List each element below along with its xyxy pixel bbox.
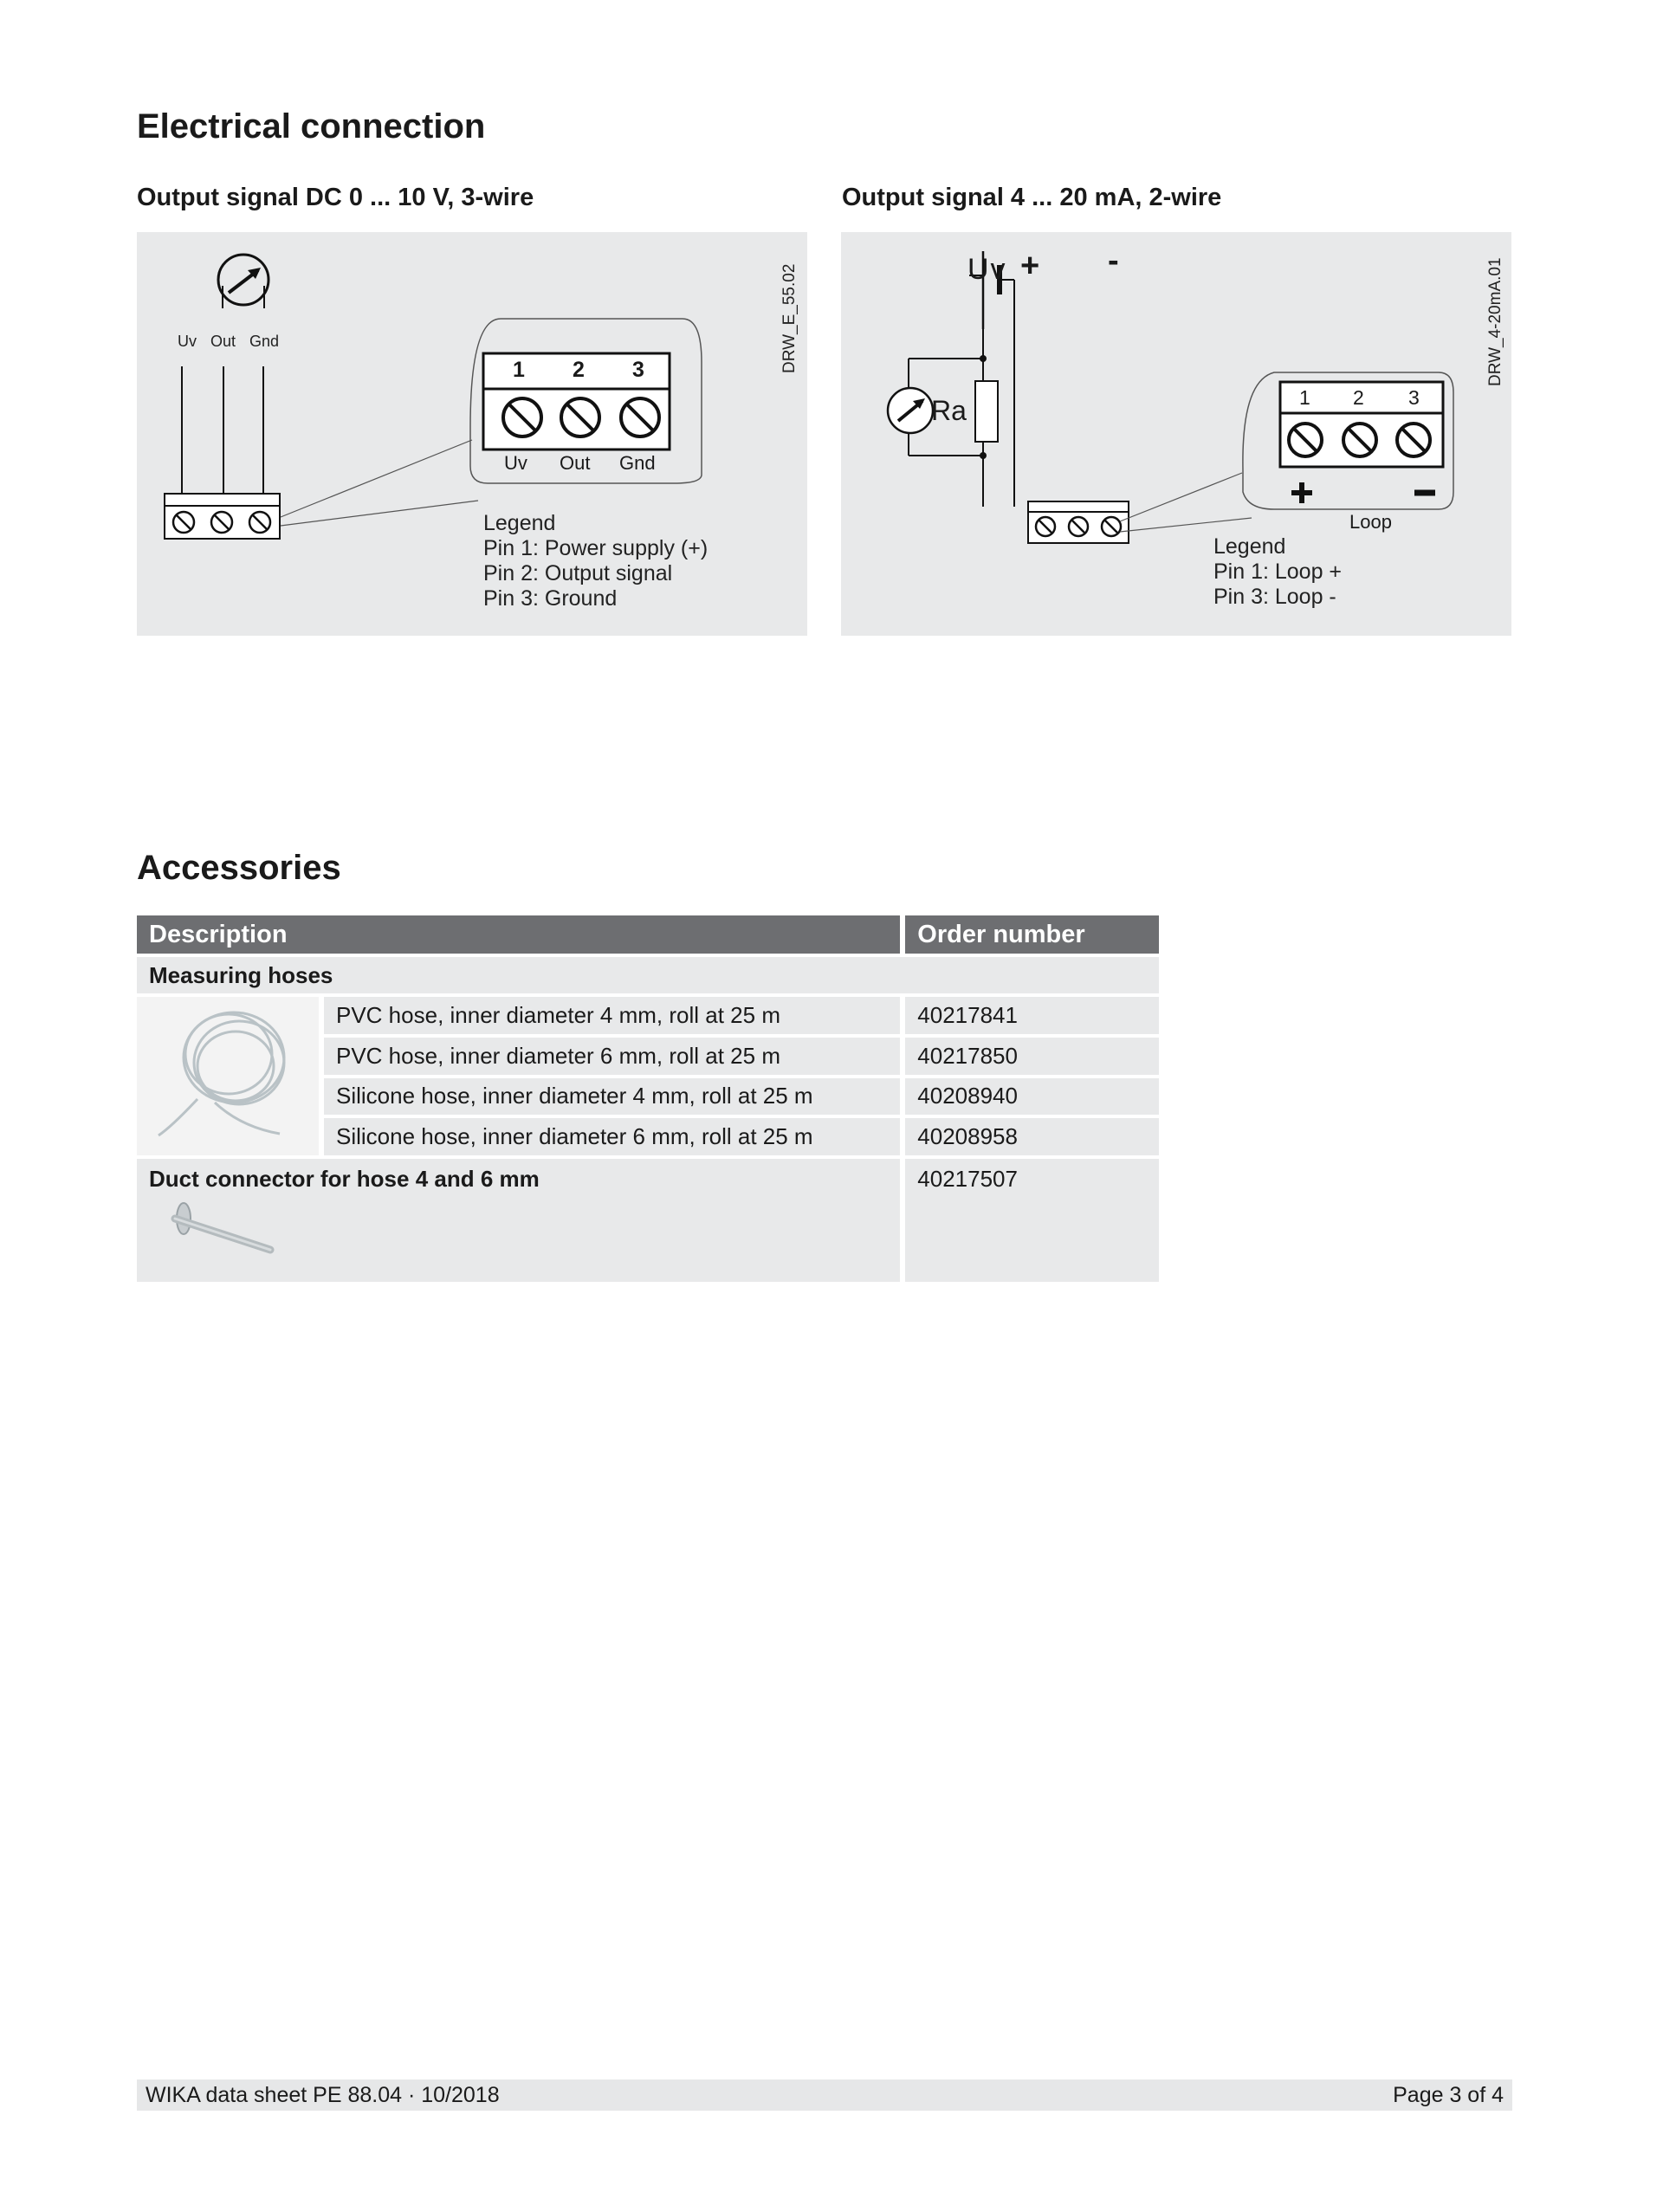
pin-number-1: 1 xyxy=(1299,386,1310,409)
hose-order-number: 40208940 xyxy=(905,1078,1159,1116)
wiring-drawing-right-details xyxy=(841,232,1511,636)
legend-pin-3: Pin 3: Ground xyxy=(483,586,618,611)
hose-description: Silicone hose, inner diameter 4 mm, roll at 25 m xyxy=(324,1078,905,1116)
accessories-table xyxy=(137,912,1159,1285)
pin-number-2: 2 xyxy=(573,358,585,382)
legend-left xyxy=(483,511,708,611)
table-row xyxy=(137,997,1159,1034)
subtitle-right: Output signal 4 ... 20 mA, 2-wire xyxy=(842,184,1222,211)
supply-plus: + xyxy=(1020,248,1040,284)
wiring-diagram-3-wire xyxy=(137,232,807,636)
legend-pin-1: Pin 1: Power supply (+) xyxy=(483,536,709,560)
legend-pin-2: Pin 2: Output signal xyxy=(483,561,673,585)
footer-page-number: Page 3 of 4 xyxy=(1393,2083,1504,2107)
duct-description: Duct connector for hose 4 and 6 mm xyxy=(149,1166,540,1192)
pin-number-2: 2 xyxy=(1353,386,1364,409)
hose-description: PVC hose, inner diameter 4 mm, roll at 25 m xyxy=(324,997,905,1034)
legend-pin-3: Pin 3: Loop - xyxy=(1213,585,1336,609)
header-order-number: Order number xyxy=(905,915,1159,954)
legend-title: Legend xyxy=(1213,534,1286,559)
pin-label-gnd: Gnd xyxy=(619,452,656,474)
page-footer xyxy=(137,2079,1512,2111)
hose-description: PVC hose, inner diameter 6 mm, roll at 25 m xyxy=(324,1038,905,1075)
pin-number-3: 3 xyxy=(632,358,644,382)
header-description: Description xyxy=(137,915,905,954)
table-row xyxy=(137,957,1159,993)
section-title-electrical: Electrical connection xyxy=(137,107,486,146)
hose-image xyxy=(137,997,324,1155)
drawing-id-right: DRW_4-20mA.01 xyxy=(1486,257,1504,386)
legend-right xyxy=(1213,534,1342,610)
hose-roll-icon xyxy=(137,997,319,1149)
wire-label-gnd: Gnd xyxy=(249,333,280,350)
hose-order-number: 40208958 xyxy=(905,1118,1159,1155)
group-measuring-hoses: Measuring hoses xyxy=(137,957,1159,993)
footer-datasheet: WIKA data sheet PE 88.04 · 10/2018 xyxy=(146,2083,500,2107)
supply-minus: - xyxy=(1108,243,1119,279)
pin-number-1: 1 xyxy=(513,358,525,382)
legend-pin-1: Pin 1: Loop + xyxy=(1213,559,1343,584)
resistor-label-ra: Ra xyxy=(931,395,967,426)
hose-description: Silicone hose, inner diameter 6 mm, roll at 25 m xyxy=(324,1118,905,1155)
wire-label-out: Out xyxy=(210,333,236,350)
supply-label-uv: Uv xyxy=(967,253,1007,286)
wire-label-uv: Uv xyxy=(178,333,197,350)
pin-number-3: 3 xyxy=(1408,386,1420,409)
duct-order-number: 40217507 xyxy=(905,1159,1159,1282)
legend-title: Legend xyxy=(483,511,556,535)
table-header-row xyxy=(137,915,1159,954)
hose-order-number: 40217841 xyxy=(905,997,1159,1034)
loop-label: Loop xyxy=(1349,511,1392,533)
hose-order-number: 40217850 xyxy=(905,1038,1159,1075)
wiring-diagram-2-wire-details xyxy=(841,232,1511,636)
duct-connector-icon xyxy=(149,1200,279,1260)
pin-label-out: Out xyxy=(560,452,591,474)
section-title-accessories: Accessories xyxy=(137,849,341,887)
table-row xyxy=(137,1159,1159,1282)
duct-connector-cell xyxy=(137,1159,905,1282)
pin-label-uv: Uv xyxy=(504,452,527,474)
subtitle-left: Output signal DC 0 ... 10 V, 3-wire xyxy=(137,184,534,211)
drawing-id-left: DRW_E_55.02 xyxy=(780,263,799,373)
